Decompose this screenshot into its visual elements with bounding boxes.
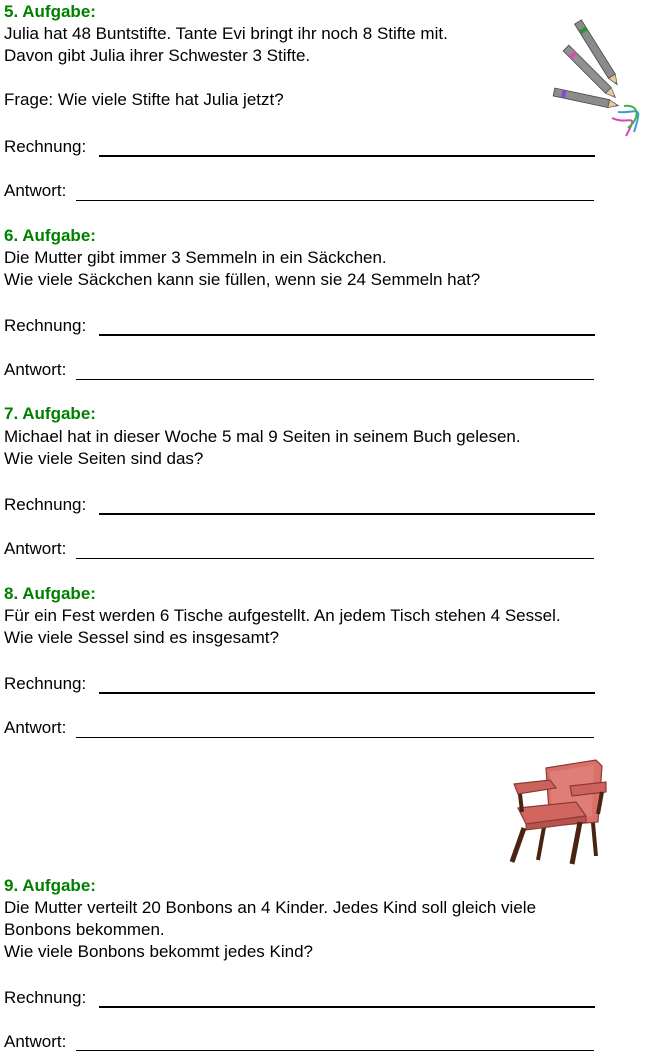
task-6-rechnung-line[interactable] (99, 334, 595, 336)
task-6-antwort-line[interactable] (76, 379, 594, 380)
task-6-heading: 6. Aufgabe: (4, 226, 96, 245)
task-7-antwort-label: Antwort: (4, 539, 67, 558)
task-8-text-1: Für ein Fest werden 6 Tische aufgestellt. An jedem Tisch stehen 4 Sessel. (4, 606, 561, 625)
task-8-text-2: Wie viele Sessel sind es insgesamt? (4, 628, 279, 647)
colored-pencils-icon (548, 18, 644, 140)
armchair-icon (506, 756, 610, 866)
task-9-text-2: Bonbons bekommen. (4, 920, 165, 939)
task-5-rechnung-line[interactable] (99, 155, 595, 157)
task-9-rechnung-line[interactable] (99, 1006, 595, 1008)
task-7-rechnung-line[interactable] (99, 513, 595, 515)
task-7-heading: 7. Aufgabe: (4, 404, 96, 423)
task-5-text-2: Davon gibt Julia ihrer Schwester 3 Stifte. (4, 46, 311, 65)
task-8-rechnung-line[interactable] (99, 692, 595, 694)
task-8-antwort-label: Antwort: (4, 718, 67, 737)
task-5-heading: 5. Aufgabe: (4, 2, 96, 21)
task-8-antwort-line[interactable] (76, 737, 594, 738)
task-9-text-3: Wie viele Bonbons bekommt jedes Kind? (4, 942, 313, 961)
task-6-rechnung-label: Rechnung: (4, 316, 87, 335)
task-9-antwort-line[interactable] (76, 1050, 594, 1051)
task-5-antwort-label: Antwort: (4, 181, 67, 200)
task-8-rechnung-label: Rechnung: (4, 674, 87, 693)
task-7-rechnung-label: Rechnung: (4, 495, 87, 514)
task-6-text-2: Wie viele Säckchen kann sie füllen, wenn sie 24 Semmeln hat? (4, 270, 481, 289)
task-5-text-1: Julia hat 48 Buntstifte. Tante Evi bringt ihr noch 8 Stifte mit. (4, 24, 448, 43)
task-5-antwort-line[interactable] (76, 200, 594, 201)
task-9-heading: 9. Aufgabe: (4, 876, 96, 895)
task-7-text-2: Wie viele Seiten sind das? (4, 449, 204, 468)
task-5-rechnung-label: Rechnung: (4, 137, 87, 156)
task-6-text-1: Die Mutter gibt immer 3 Semmeln in ein Säckchen. (4, 248, 387, 267)
task-6-antwort-label: Antwort: (4, 360, 67, 379)
task-8-heading: 8. Aufgabe: (4, 584, 96, 603)
task-9-rechnung-label: Rechnung: (4, 988, 87, 1007)
task-9-text-1: Die Mutter verteilt 20 Bonbons an 4 Kinder. Jedes Kind soll gleich viele (4, 898, 537, 917)
task-7-text-1: Michael hat in dieser Woche 5 mal 9 Seiten in seinem Buch gelesen. (4, 427, 521, 446)
task-9-antwort-label: Antwort: (4, 1032, 67, 1051)
task-7-antwort-line[interactable] (76, 558, 594, 559)
task-5-question: Frage: Wie viele Stifte hat Julia jetzt? (4, 90, 284, 109)
